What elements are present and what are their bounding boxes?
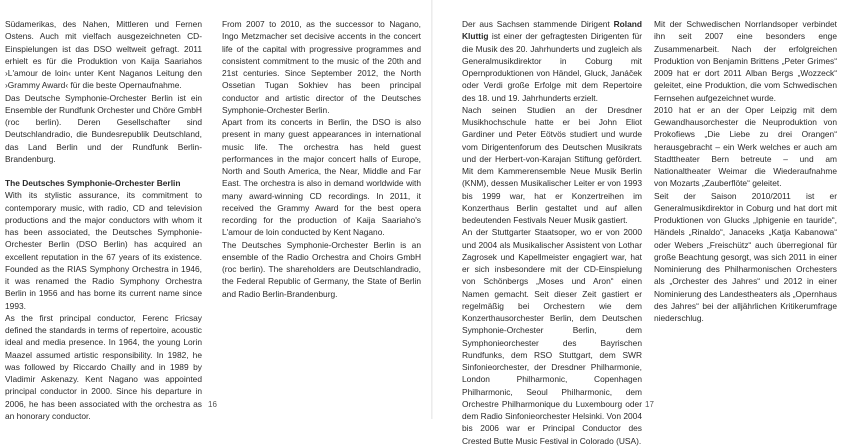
right-page-column-2 bbox=[654, 18, 837, 324]
page-number-left: 16 bbox=[208, 400, 217, 409]
paragraph-dso-english-2: As the first principal conductor, Ferenc Fricsay defined the standards in terms of repertoire, acoustic ideal and media presence. In 1964, the young Lorin Maazel assumed artistic responsibility. In 1982, he was followed by Riccardo Chailly and in 1989 by Vladimir Askenazy. Kent Nagano was appointed principal conductor in 2000. Since his departure in 2006, he has been associated with the orchestra as an honorary conductor. bbox=[5, 312, 202, 421]
paragraph-kluttig-studies: Nach seinen Studien an der Dresdner Musikhochschule hatte er bei John Eliot Gardiner und Peter Eötvös studiert und wurde vom Dirigentenforum des Deutschen Musikrats und der Herbert-von-Karajan Stiftung gefördert. Mit dem Kammerensemble Neue Musik Berlin (KNM), dessen Musikalischer Leiter er von 1993 bis 1999 war, hat er Konzertreihen im Konzerthaus Berlin gestaltet und auf allen bedeutenden Festivals Neuer Musik gastiert. bbox=[462, 104, 642, 225]
page-number-right: 17 bbox=[645, 400, 654, 409]
paragraph-dso-intro: Südamerikas, des Nahen, Mittleren und Fernen Ostens. Auch mit vielfach ausgezeichneten CD-Einspielungen ist das DSO weltweit gefragt. 2011 erhielt es für die Produktion von Kaija Saariahos ›L'amour de loin‹ unter Kent Naganos Leitung den ›Grammy Award‹ für die beste Opernaufnahme. bbox=[5, 19, 202, 91]
page-gutter bbox=[431, 0, 433, 419]
paragraph-kluttig-intro bbox=[462, 18, 642, 104]
paragraph-norrlandsoper: Mit der Schwedischen Norrlandsoper verbindet ihn seit 2007 eine besonders enge Zusammenarbeit. Nach der erfolgreichen Produktion von Benjamin Brittens „Peter Grimes“ 2009 hat er dort 2011 Alban Bergs „Wozzeck“ geleitet, eine Produktion, die vom Schwedischen Fernsehen aufgezeichnet wurde. bbox=[654, 19, 837, 103]
paragraph-metzmacher: From 2007 to 2010, as the successor to Nagano, Ingo Metzmacher set decisive accents in the concert life of the capital with progressive programmes and consistent commitment to the music of the 20th and 21st centuries. Since September 2012, the North Ossetian Tugan Sokhiev has been principal conductor and artistic director of the Deutsches Symphonie-Orchester Berlin. bbox=[222, 19, 421, 115]
paragraph-kluttig-stuttgart: An der Stuttgarter Staatsoper, wo er von 2000 und 2004 als Musikalischer Assistent von Lothar Zagrosek und Kapellmeister engagiert war, hat er sich insbesondere mit der CD-Einspielung von Schönbergs „Moses und Aron“ einen Namen gemacht. Seit dieser Zeit gastiert er regelmäßig bei Orchestern wie dem Konzerthausorchester Berlin, dem Deutschen Symphonie-Orchester Berlin, dem Symphonieorchester des Bayrischen Rundfunks, dem RSO Stuttgart, dem SWR Sinfonieorchester, der Dresdner Philharmonie, London Philharmonic, Copenhagen Philharmonic, Seoul Philharmonic, dem Orchestre Philharmonique du Luxembourg oder dem Radio Sinfonieorchester Helsinki. Von 2004 bis 2006 war er Principal Conductor des Crested Butte Music Festival in Colorado (USA). bbox=[462, 227, 642, 446]
paragraph-leipzig: 2010 hat er an der Oper Leipzig mit dem Gewandhausorchester die Neuproduktion von Prokofiews „Die Liebe zu drei Orangen“ herausgebracht – ein Werk welches er auch am Stadttheater Bern betreute – und am Nationaltheater Weimar die Wiederaufnahme von Mozarts „Zauberflöte“ geleitet. bbox=[654, 104, 837, 189]
left-page-column-2 bbox=[222, 18, 421, 300]
paragraph-coburg: Seit der Saison 2010/2011 ist er Generalmusikdirektor in Coburg und hat dort mit Produktionen von Glucks „Iphigenie en tauride“, Händels „Rinaldo“, Janaceks „Katja Kabanowa“ oder Webers „Freischütz“ auch überregional für große Beachtung gesorgt, was sich 2011 in einer Nominierung des Philharmonischen Orchesters als „Orchester des Jahres“ und 2012 in einer Nominierung des Landestheaters als „Opernhaus des Jahres“ bei der alljährlichen Kritikerumfrage niederschlug. bbox=[654, 190, 837, 323]
kluttig-intro-rest: ist einer der gefragtesten Dirigenten für die Musik des 20. Jahrhunderts und zugleich als Generalmusikdirektor in Coburg mit Opernproduktionen von Händel, Gluck, Janáček oder Verdi große Erfolge mit dem Repertoire des 18. und 19. Jahrhunderts erzielt. bbox=[462, 31, 642, 103]
paragraph-guest-appearances: Apart from its concerts in Berlin, the DSO is also present in many guest appearances in international music life. The orchestra has held guest performances in the major concert halls of Europe, North and South America, the Near, Middle and Far East. The orchestra is also in demand worldwide with many award-winning CD recordings. In 2011, it received the Grammy Award for the best opera recording for the production of Kaija Saariaho's L'amour de loin conducted by Kent Nagano. bbox=[222, 117, 421, 238]
paragraph-roc-english: The Deutsches Symphonie-Orchester Berlin is an ensemble of the Radio Orchestra and Choirs GmbH (roc berlin). The shareholders are Deutschlandradio, the Federal Republic of Germany, the State of Berlin and Radio Berlin-Brandenburg. bbox=[222, 239, 421, 299]
kluttig-intro-lead: Der aus Sachsen stammende Dirigent bbox=[462, 19, 614, 29]
conductor-name: Roland Kluttig bbox=[462, 19, 642, 42]
paragraph-dso-roc: Das Deutsche Symphonie-Orchester Berlin ist ein Ensemble der Rundfunk Orchester und Chöre GmbH (roc berlin). Deren Gesellschafter sind Deutschlandradio, die Bundesrepublik Deutschland, das Land Berlin und der Rundfunk Berlin-Brandenburg. bbox=[5, 92, 202, 164]
paragraph-dso-english-1: With its stylistic assurance, its commitment to contemporary music, with radio, CD and television productions and the major conductors with whom it has been associated, the Deutsches Symphonie-Orchester Berlin (DSO Berlin) has acquired an excellent reputation in the 67 years of its existence. Founded as the RIAS Symphony Orchestra in 1946, it was renamed the Radio Symphony Orchestra Berlin in 1956 and has borne its current name since 1993. bbox=[5, 190, 202, 311]
left-page-column-1 bbox=[5, 18, 202, 422]
section-heading-dso-english: The Deutsches Symphonie-Orchester Berlin bbox=[5, 178, 181, 188]
right-page-column-1 bbox=[462, 18, 642, 447]
